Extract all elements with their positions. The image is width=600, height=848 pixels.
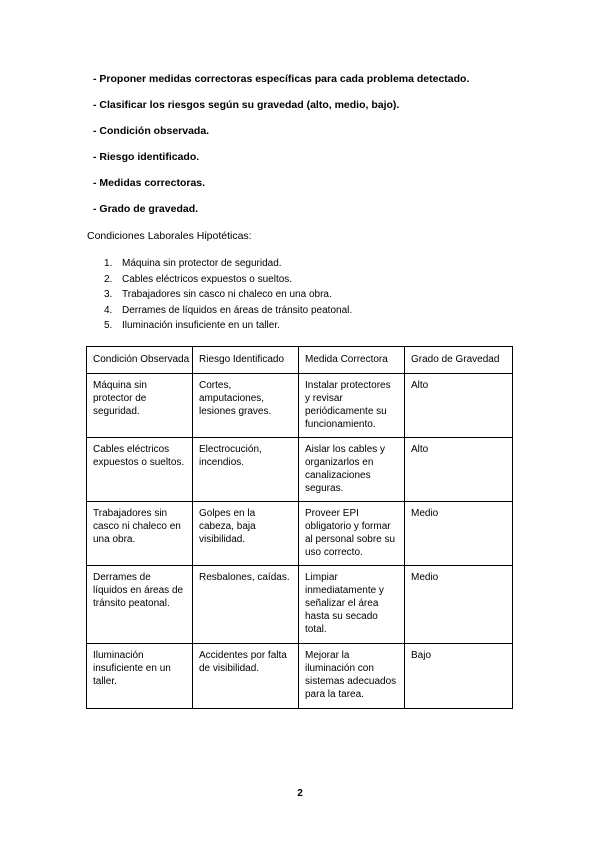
item-text: Iluminación insuficiente en un taller. [122,320,280,331]
header-risk: Riesgo Identificado [193,347,299,374]
list-item: - Condición observada. [93,125,210,137]
item-number: 5. [104,320,113,331]
table-cell: Bajo [405,644,513,709]
list-item: - Grado de gravedad. [93,203,199,215]
list-item [104,256,352,272]
table-row [87,566,513,644]
item-number: 1. [104,258,113,269]
header-measure: Medida Correctora [299,347,405,374]
item-number: 2. [104,273,113,285]
table-cell: Aislar los cables y organizarlos en canalizaciones seguras. [299,438,405,502]
table-cell: Limpiar inmediatamente y señalizar el área hasta su secado total. [299,566,405,644]
list-item: - Clasificar los riesgos según su gravedad (alto, medio, bajo). [93,99,400,111]
table-cell: Mejorar la iluminación con sistemas adecuados para la tarea. [299,644,405,709]
table-row [87,502,513,566]
table-cell: Alto [405,374,513,438]
table-cell: Instalar protectores y revisar periódicamente su funcionamiento. [299,374,405,438]
list-item: - Medidas correctoras. [93,177,206,189]
item-text: Máquina sin protector de seguridad. [122,258,282,269]
item-number: 3. [104,289,113,300]
objectives-list [93,72,469,228]
table-cell: Trabajadores sin casco ni chaleco en una obra. [87,502,193,566]
table-cell: Cortes, amputaciones, lesiones graves. [193,374,299,438]
list-item [104,272,352,288]
table-cell: Medio [405,566,513,644]
page-number: 2 [297,788,303,799]
table-row [87,438,513,502]
risk-table [86,346,513,709]
item-text: Derrames de líquidos en áreas de tránsito peatonal. [122,304,353,316]
table-cell: Alto [405,438,513,502]
conditions-list [104,256,352,334]
list-item: - Proponer medidas correctoras específicas para cada problema detectado. [93,73,470,85]
header-condition: Condición Observada [87,347,193,374]
table-row [87,644,513,709]
section-heading: Condiciones Laborales Hipotéticas: [87,230,252,242]
item-text: Trabajadores sin casco ni chaleco en una obra. [122,289,332,300]
list-item [104,318,352,334]
table-cell: Accidentes por falta de visibilidad. [193,644,299,709]
table-cell: Resbalones, caídas. [193,566,299,644]
table-cell: Golpes en la cabeza, baja visibilidad. [193,502,299,566]
table-cell: Derrames de líquidos en áreas de tránsito peatonal. [87,566,193,644]
item-number: 4. [104,304,113,316]
table-row [87,374,513,438]
table-cell: Medio [405,502,513,566]
table-cell: Máquina sin protector de seguridad. [87,374,193,438]
table-cell: Cables eléctricos expuestos o sueltos. [87,438,193,502]
header-severity: Grado de Gravedad [405,347,513,374]
list-item [104,287,352,303]
table-cell: Iluminación insuficiente en un taller. [87,644,193,709]
table-header-row [87,347,513,374]
table-cell: Proveer EPI obligatorio y formar al personal sobre su uso correcto. [299,502,405,566]
list-item: - Riesgo identificado. [93,151,200,163]
item-text: Cables eléctricos expuestos o sueltos. [122,273,293,285]
list-item [104,303,352,319]
table-cell: Electrocución, incendios. [193,438,299,502]
